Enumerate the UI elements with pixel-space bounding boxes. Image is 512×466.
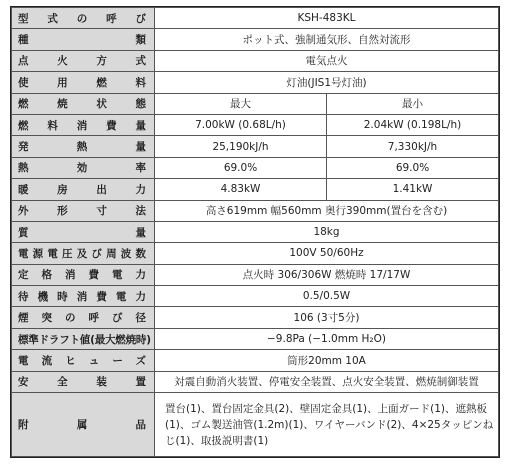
label-combustion: 燃焼状態 bbox=[12, 93, 155, 114]
table-row bbox=[12, 157, 499, 178]
label-flue: 煙突の呼び径 bbox=[12, 307, 155, 328]
label-model: 型式の呼び bbox=[12, 8, 155, 29]
header-max: 最大 bbox=[155, 93, 327, 114]
table-row bbox=[12, 243, 499, 264]
table-row bbox=[12, 264, 499, 285]
label-heating-output: 暖房出力 bbox=[12, 179, 155, 200]
value-fuel-consumption-max: 7.00kW (0.68L/h) bbox=[155, 114, 327, 135]
value-rated-power: 点火時 306/306W 燃焼時 17/17W bbox=[155, 264, 499, 285]
value-fuel-consumption-min: 2.04kW (0.198L/h) bbox=[327, 114, 499, 135]
value-dimensions: 高さ619mm 幅560mm 奥行390mm(置台を含む) bbox=[155, 200, 499, 221]
table-row bbox=[12, 136, 499, 157]
table-row bbox=[12, 29, 499, 50]
value-power: 100V 50/60Hz bbox=[155, 243, 499, 264]
label-fuse: 電流ヒューズ bbox=[12, 350, 155, 371]
spec-sheet bbox=[10, 6, 500, 458]
header-min: 最小 bbox=[327, 93, 499, 114]
label-heat-output: 発熱量 bbox=[12, 136, 155, 157]
value-efficiency-min: 69.0% bbox=[327, 157, 499, 178]
label-dimensions: 外形寸法 bbox=[12, 200, 155, 221]
table-row bbox=[12, 328, 499, 349]
value-standby-power: 0.5/0.5W bbox=[155, 286, 499, 307]
label-ignition: 点火方式 bbox=[12, 50, 155, 71]
value-safety: 対震自動消火装置、停電安全装置、点火安全装置、燃焼制御装置 bbox=[155, 371, 499, 392]
value-efficiency-max: 69.0% bbox=[155, 157, 327, 178]
value-ignition: 電気点火 bbox=[155, 50, 499, 71]
table-row bbox=[12, 350, 499, 371]
value-heat-output-max: 25,190kJ/h bbox=[155, 136, 327, 157]
value-heating-output-max: 4.83kW bbox=[155, 179, 327, 200]
table-row bbox=[12, 93, 499, 114]
label-rated-power: 定格消費電力 bbox=[12, 264, 155, 285]
table-row bbox=[12, 307, 499, 328]
value-fuel: 灯油(JIS1号灯油) bbox=[155, 72, 499, 93]
label-standby-power: 待機時消費電力 bbox=[12, 286, 155, 307]
table-row bbox=[12, 393, 499, 457]
table-row bbox=[12, 179, 499, 200]
label-mass: 質量 bbox=[12, 221, 155, 242]
table-row bbox=[12, 72, 499, 93]
value-fuse: 筒形20mm 10A bbox=[155, 350, 499, 371]
label-efficiency: 熱効率 bbox=[12, 157, 155, 178]
spec-table bbox=[11, 7, 499, 457]
table-row bbox=[12, 114, 499, 135]
table-row bbox=[12, 286, 499, 307]
value-flue: 106 (3寸5分) bbox=[155, 307, 499, 328]
label-type: 種類 bbox=[12, 29, 155, 50]
value-accessories: 置台(1)、置台固定金具(2)、壁固定金具(1)、上面ガード(1)、遮熱板(1)、ゴム製送油管(1.2m)(1)、ワイヤーバンド(2)、4×25タッピンねじ(1)、取扱説明書(1) bbox=[155, 393, 499, 457]
value-type: ポット式、強制通気形、自然対流形 bbox=[155, 29, 499, 50]
value-draft: −9.8Pa (−1.0mm H₂O) bbox=[155, 328, 499, 349]
value-model: KSH-483KL bbox=[155, 8, 499, 29]
value-heat-output-min: 7,330kJ/h bbox=[327, 136, 499, 157]
label-fuel: 使用燃料 bbox=[12, 72, 155, 93]
table-row bbox=[12, 371, 499, 392]
table-row bbox=[12, 8, 499, 29]
label-safety: 安全装置 bbox=[12, 371, 155, 392]
value-mass: 18kg bbox=[155, 221, 499, 242]
value-heating-output-min: 1.41kW bbox=[327, 179, 499, 200]
table-row bbox=[12, 200, 499, 221]
label-power: 電源電圧及び周波数 bbox=[12, 243, 155, 264]
label-draft: 標準ドラフト値(最大燃焼時) bbox=[12, 328, 155, 349]
label-fuel-consumption: 燃料消費量 bbox=[12, 114, 155, 135]
table-row bbox=[12, 221, 499, 242]
label-accessories: 附属品 bbox=[12, 393, 155, 457]
table-row bbox=[12, 50, 499, 71]
